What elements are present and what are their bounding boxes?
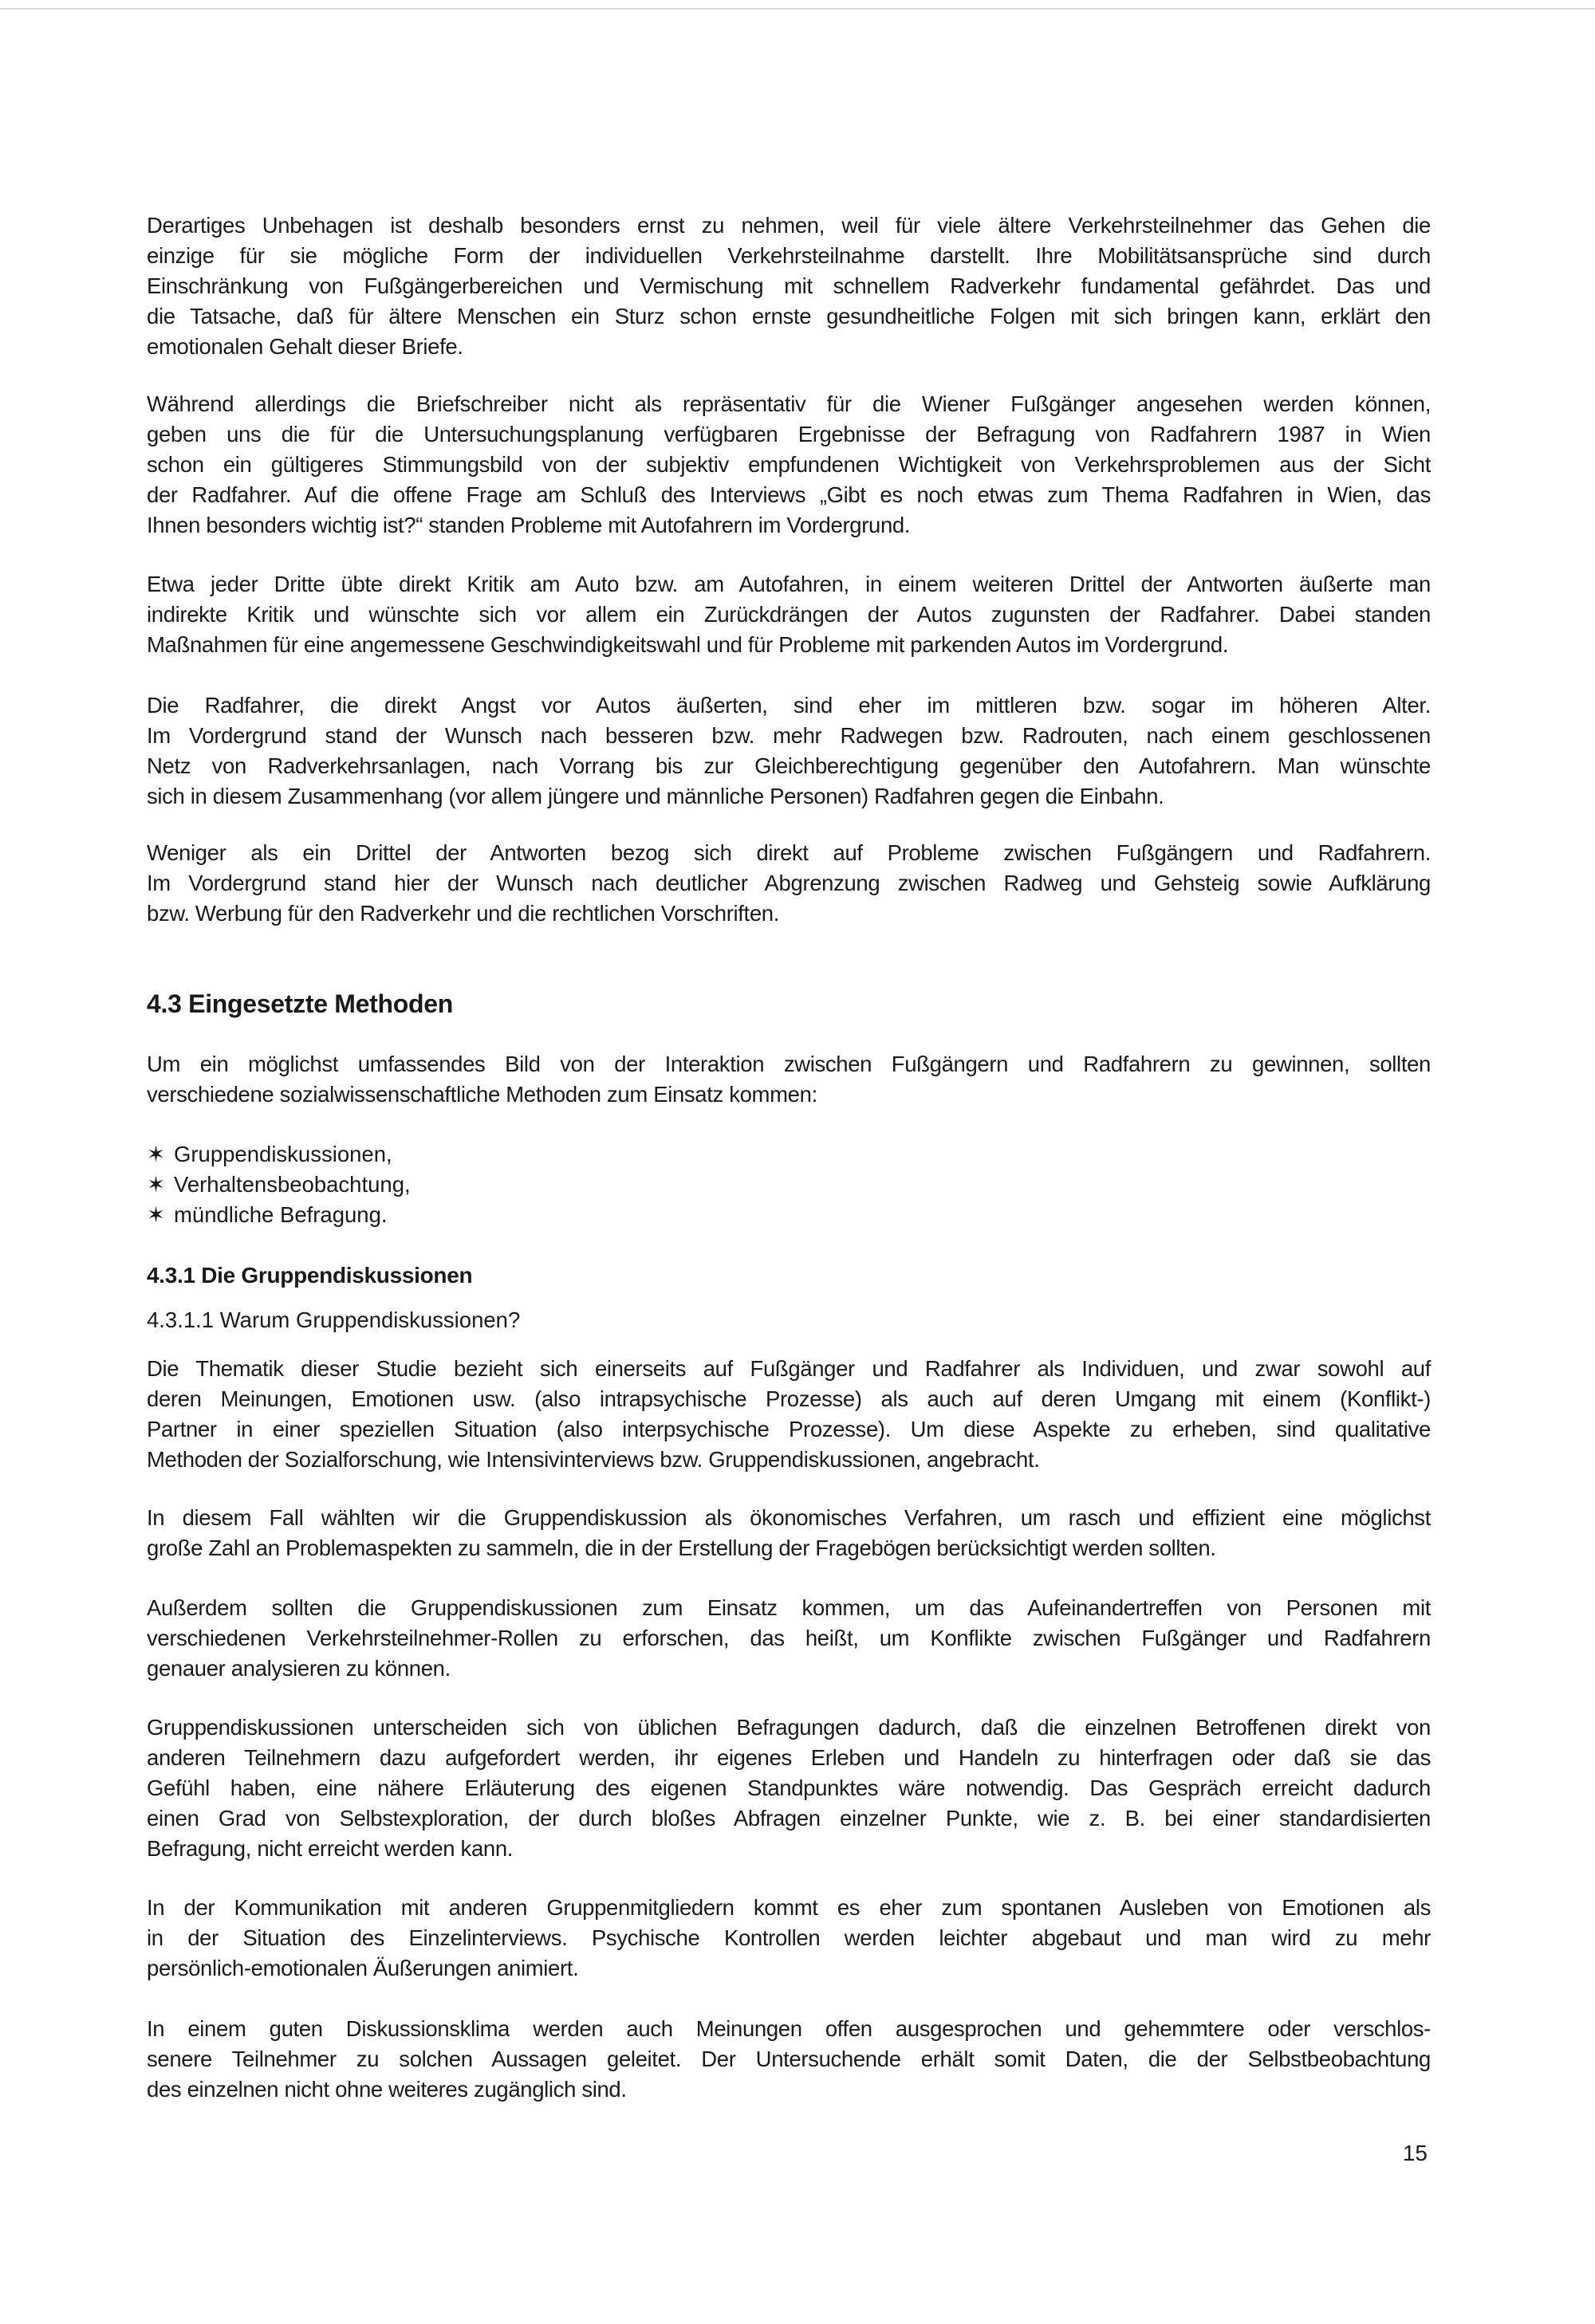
list-item (147, 1200, 1431, 1230)
text-line: Methoden der Sozialforschung, wie Intensivinterviews bzw. Gruppendiskussionen, angebracht. (147, 1447, 1040, 1472)
paragraph (147, 210, 1431, 362)
paragraph (147, 1593, 1431, 1684)
subsection-heading: 4.3.1 Die Gruppendiskussionen (147, 1263, 473, 1288)
text-line: Die Thematik dieser Studie bezieht sich einerseits auf Fußgänger und Radfahrer als Individuen, und zwar sowohl auf (147, 1356, 1431, 1381)
text-line: deren Meinungen, Emotionen usw. (also intrapsychische Prozesse) als auch auf deren Umgang mit einem (Konflikt-) (147, 1386, 1431, 1411)
text-line: Einschränkung von Fußgängerbereichen und Vermischung mit schnellem Radverkehr fundamental gefährdet. Das und (147, 273, 1431, 298)
text-line: In der Kommunikation mit anderen Gruppenmitgliedern kommt es eher zum spontanen Ausleben von Emotionen als (147, 1895, 1431, 1920)
list-item (147, 1170, 1431, 1200)
text-line: In diesem Fall wählten wir die Gruppendiskussion als ökonomisches Verfahren, um rasch und effizient eine möglichst (147, 1505, 1431, 1530)
text-line: Um ein möglichst umfassendes Bild von der Interaktion zwischen Fußgängern und Radfahrern zu gewinnen, sollten (147, 1052, 1431, 1076)
paragraph (147, 690, 1431, 812)
list-item-text: Verhaltensbeobachtung, (174, 1172, 411, 1197)
methods-list (147, 1139, 1431, 1230)
text-line: sich in diesem Zusammenhang (vor allem jüngere und männliche Personen) Radfahren gegen die Einbahn. (147, 784, 1164, 808)
text-line: einzige für sie mögliche Form der individuellen Verkehrsteilnahme darstellt. Ihre Mobilitätsansprüche sind durch (147, 243, 1431, 268)
text-line: Maßnahmen für eine angemessene Geschwindigkeitswahl und für Probleme mit parkenden Autos im Vordergrund. (147, 632, 1229, 657)
text-line: in der Situation des Einzelinterviews. Psychische Kontrollen werden leichter abgebaut und man wird zu mehr (147, 1925, 1431, 1950)
text-line: bzw. Werbung für den Radverkehr und die rechtlichen Vorschriften. (147, 901, 780, 926)
text-line: einen Grad von Selbstexploration, der durch bloßes Abfragen einzelner Punkte, wie z. B. bei einer standardisierten (147, 1806, 1431, 1830)
paragraph (147, 838, 1431, 929)
text-line: geben uns die für die Untersuchungsplanung verfügbaren Ergebnisse der Befragung von Radfahrern 1987 in Wien (147, 422, 1431, 446)
asterisk-bullet-icon: ✶ (147, 1172, 166, 1197)
text-line: Befragung, nicht erreicht werden kann. (147, 1836, 514, 1861)
text-line: anderen Teilnehmern dazu aufgefordert werden, ihr eigenes Erleben und Handeln zu hinterfragen oder daß sie das (147, 1745, 1431, 1770)
text-line: Ihnen besonders wichtig ist?“ standen Probleme mit Autofahrern im Vordergrund. (147, 513, 911, 537)
text-line: In einem guten Diskussionsklima werden auch Meinungen offen ausgesprochen und gehemmtere oder verschlos- (147, 2016, 1431, 2041)
text-line: verschiedenen Verkehrsteilnehmer-Rollen zu erforschen, das heißt, um Konflikte zwischen Fußgänger und Radfahrern (147, 1626, 1431, 1650)
text-line: Im Vordergrund stand der Wunsch nach besseren bzw. mehr Radwegen bzw. Radrouten, nach einem geschlossenen (147, 723, 1431, 748)
paragraph (147, 1354, 1431, 1475)
text-line: indirekte Kritik und wünschte sich vor allem ein Zurückdrängen der Autos zugunsten der Radfahrer. Dabei standen (147, 602, 1431, 627)
text-line: Partner in einer speziellen Situation (also interpsychische Prozesse). Um diese Aspekte zu erheben, sind qualitative (147, 1417, 1431, 1441)
text-line: senere Teilnehmer zu solchen Aussagen geleitet. Der Untersuchende erhält somit Daten, die der Selbstbeobachtung (147, 2047, 1431, 2071)
text-line: der Radfahrer. Auf die offene Frage am Schluß des Interviews „Gibt es noch etwas zum Thema Radfahren in Wien, das (147, 482, 1431, 507)
text-line: große Zahl an Problemaspekten zu sammeln, die in der Erstellung der Fragebögen berücksichtigt werden sollten. (147, 1536, 1216, 1560)
scan-edge-line (0, 8, 1595, 10)
list-item-text: mündliche Befragung. (174, 1202, 388, 1227)
text-line: Weniger als ein Drittel der Antworten bezog sich direkt auf Probleme zwischen Fußgängern und Radfahrern. (147, 840, 1431, 865)
asterisk-bullet-icon: ✶ (147, 1142, 166, 1166)
text-line: Außerdem sollten die Gruppendiskussionen zum Einsatz kommen, um das Aufeinandertreffen von Personen mit (147, 1595, 1431, 1620)
text-line: Gefühl haben, eine nähere Erläuterung des eigenen Standpunktes wäre notwendig. Das Gespräch erreicht dadurch (147, 1775, 1431, 1800)
subsubsection-heading: 4.3.1.1 Warum Gruppendiskussionen? (147, 1307, 521, 1332)
section-heading: 4.3 Eingesetzte Methoden (147, 989, 453, 1018)
list-item (147, 1139, 1431, 1170)
text-line: Während allerdings die Briefschreiber nicht als repräsentativ für die Wiener Fußgänger angesehen werden können, (147, 391, 1431, 416)
asterisk-bullet-icon: ✶ (147, 1202, 166, 1227)
text-line: Derartiges Unbehagen ist deshalb besonders ernst zu nehmen, weil für viele ältere Verkehrsteilnehmer das Gehen die (147, 213, 1431, 238)
text-line: Im Vordergrund stand hier der Wunsch nach deutlicher Abgrenzung zwischen Radweg und Gehsteig sowie Aufklärung (147, 871, 1431, 895)
text-line: Netz von Radverkehrsanlagen, nach Vorrang bis zur Gleichberechtigung gegenüber den Autofahrern. Man wünschte (147, 753, 1431, 778)
text-line: schon ein gültigeres Stimmungsbild von der subjektiv empfundenen Wichtigkeit von Verkehrsproblemen aus der Sicht (147, 452, 1431, 477)
paragraph (147, 1713, 1431, 1864)
paragraph (147, 1503, 1431, 1563)
paragraph (147, 389, 1431, 541)
text-line: verschiedene sozialwissenschaftliche Methoden zum Einsatz kommen: (147, 1082, 817, 1107)
text-line: Etwa jeder Dritte übte direkt Kritik am Auto bzw. am Autofahren, in einem weiteren Drittel der Antworten äußerte man (147, 572, 1431, 596)
page-number: 15 (1402, 2141, 1428, 2165)
text-line: Gruppendiskussionen unterscheiden sich von üblichen Befragungen dadurch, daß die einzelnen Betroffenen direkt von (147, 1715, 1431, 1740)
list-item-text: Gruppendiskussionen, (174, 1142, 392, 1166)
text-line: des einzelnen nicht ohne weiteres zugänglich sind. (147, 2077, 627, 2102)
paragraph (147, 569, 1431, 660)
text-line: genauer analysieren zu können. (147, 1656, 451, 1681)
text-line: emotionalen Gehalt dieser Briefe. (147, 334, 463, 359)
text-line: Die Radfahrer, die direkt Angst vor Autos äußerten, sind eher im mittleren bzw. sogar im höheren Alter. (147, 693, 1431, 718)
section-intro (147, 1049, 1431, 1110)
text-line: persönlich-emotionalen Äußerungen animiert. (147, 1956, 579, 1980)
text-line: die Tatsache, daß für ältere Menschen ein Sturz schon ernste gesundheitliche Folgen mit sich bringen kann, erklärt den (147, 304, 1431, 328)
paragraph (147, 2014, 1431, 2105)
paragraph (147, 1893, 1431, 1984)
